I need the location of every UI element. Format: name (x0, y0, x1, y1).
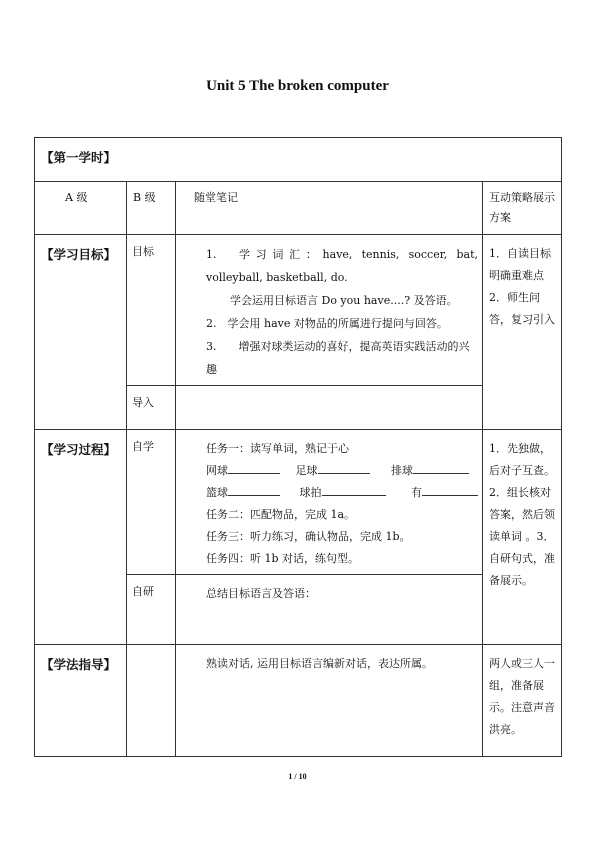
self-study-label: 自学 (127, 430, 176, 575)
guide-strategy: 两人或三人一组，准备展示。注意声音洪亮。 (483, 645, 562, 757)
guide-label (127, 645, 176, 757)
vocab-tennis: 网球 (206, 464, 228, 477)
lesson-table (34, 137, 562, 757)
process-strategy: 1．先独做，后对子互查。2．组长核对答案，然后领读单词 。3．自研句式，准备展示。 (483, 430, 562, 645)
intro-label: 导入 (127, 386, 176, 430)
task-3: 任务三：听力练习，确认物品，完成 1b。 (206, 530, 411, 543)
goal-1-language: 学会运用目标语言 Do you have....? 及答语。 (230, 294, 458, 307)
header-a: A 级 (35, 182, 127, 235)
guide-notes: 熟读对话, 运用目标语言编新对话，表达所属。 (176, 645, 483, 757)
goals-label: 目标 (127, 235, 176, 386)
guide-section: 【学法指导】 (35, 645, 127, 757)
header-strategy: 互动策略展示方案 (483, 182, 562, 235)
goal-2: 2. 学会用 have 对物品的所属进行提问与回答。 (206, 317, 448, 330)
self-study-notes (176, 430, 483, 575)
page-number: 1 / 10 (288, 772, 307, 781)
vocab-volleyball: 排球 (391, 464, 413, 477)
vocab-row-2 (206, 482, 478, 504)
goals-notes (176, 235, 483, 386)
task-4: 任务四：听 1b 对话，练句型。 (206, 552, 360, 565)
vocab-bat: 球拍 (299, 486, 322, 499)
process-section: 【学习过程】 (35, 430, 127, 645)
vocab-basketball: 篮球 (206, 486, 228, 499)
task-1: 任务一：读写单词，熟记于心 (206, 442, 349, 455)
task-2: 任务二：匹配物品，完成 1a。 (206, 508, 356, 521)
vocab-row-1 (206, 460, 478, 482)
document-title: Unit 5 The broken computer (206, 78, 389, 94)
header-b: B 级 (127, 182, 176, 235)
header-notes: 随堂笔记 (176, 182, 483, 235)
research-label: 自研 (127, 575, 176, 645)
vocab-soccer: 足球 (295, 464, 318, 477)
goal-1: 1. 学习词汇：have, tennis, soccer, bat, volleyball, basketball, do. (206, 248, 478, 284)
goal-3: 3. 增强对球类运动的喜好，提高英语实践活动的兴趣 (206, 340, 470, 376)
goals-strategy: 1．自读目标明确重难点2．师生问答，复习引入 (483, 235, 562, 430)
intro-notes (176, 386, 483, 430)
lesson-heading: 【第一学时】 (35, 138, 562, 182)
goals-section: 【学习目标】 (35, 235, 127, 430)
vocab-have: 有 (411, 486, 422, 499)
research-notes: 总结目标语言及答语： (176, 575, 483, 645)
